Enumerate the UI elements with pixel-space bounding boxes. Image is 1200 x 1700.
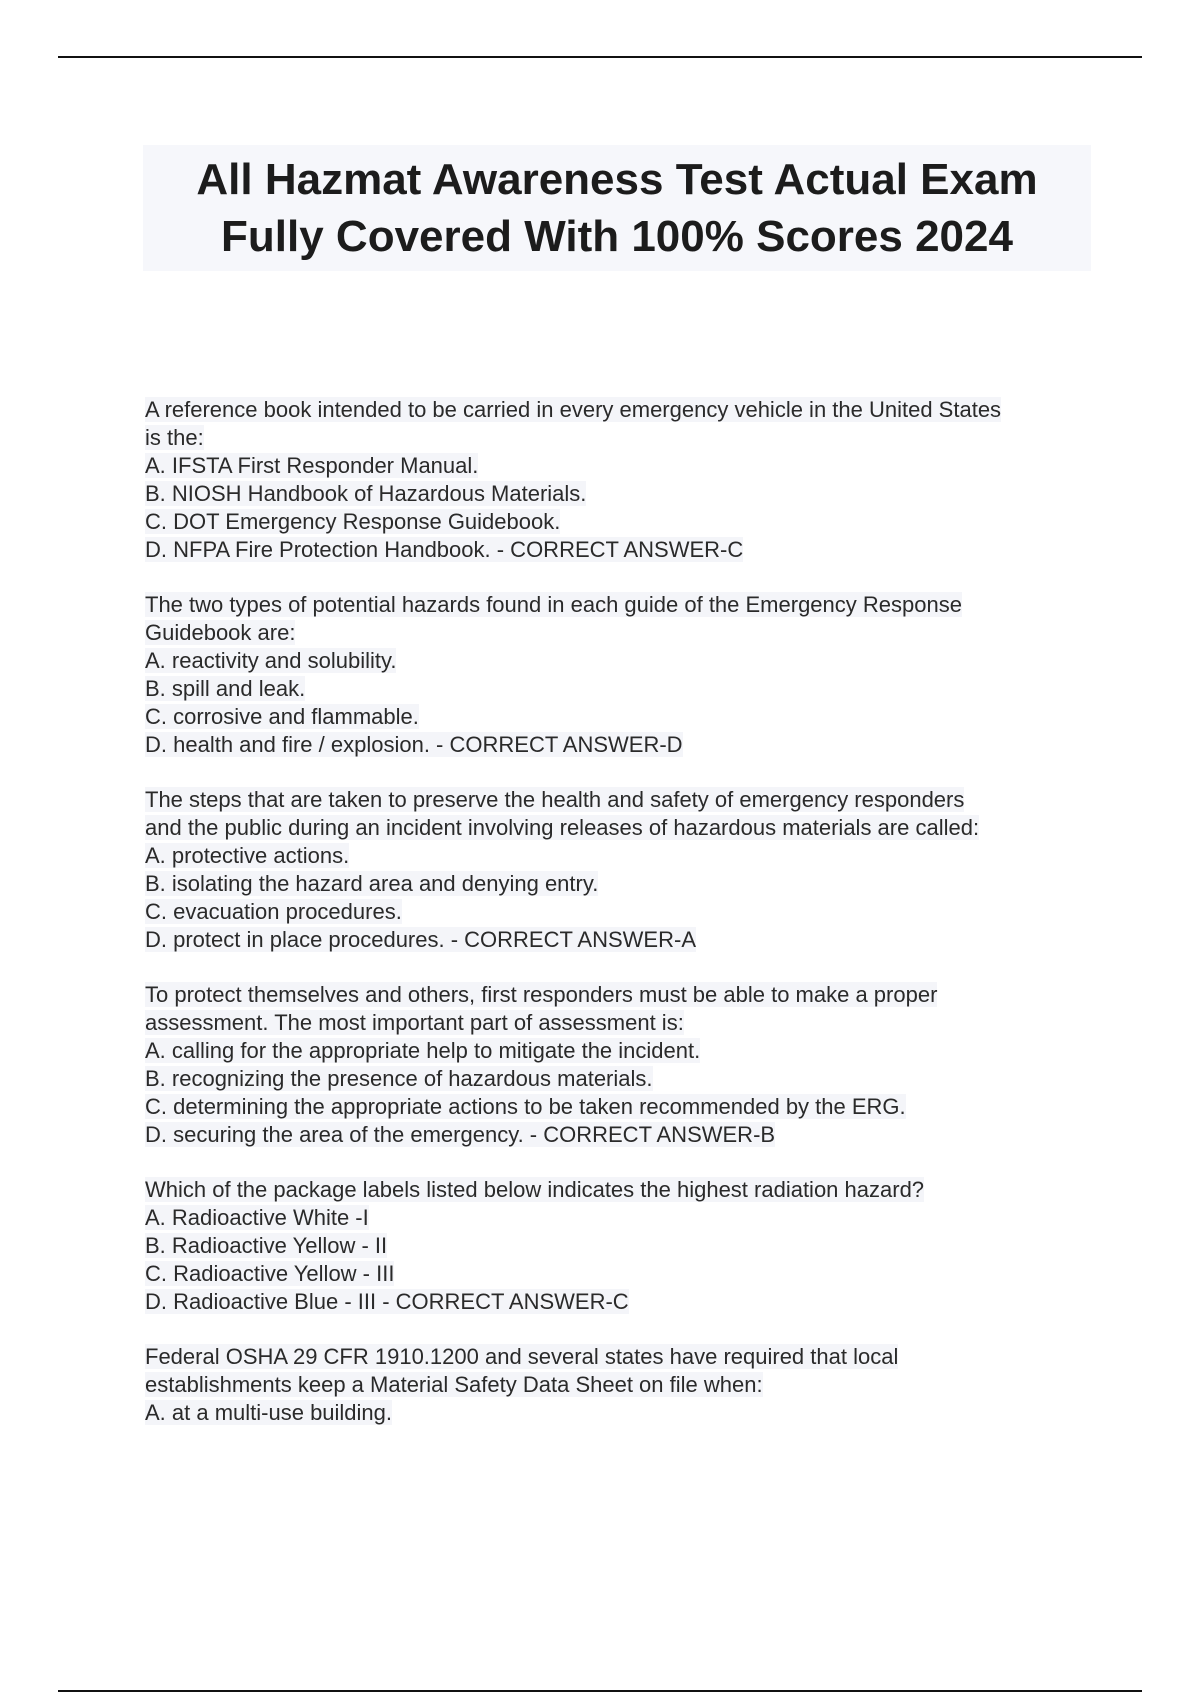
question-line: The two types of potential hazards found in each guide of the Emergency Response — [145, 592, 962, 617]
question-line: A reference book intended to be carried in every emergency vehicle in the United States — [145, 397, 1002, 422]
title-line-2: Fully Covered With 100% Scores 2024 — [221, 212, 1013, 261]
title-line-1: All Hazmat Awareness Test Actual Exam — [196, 155, 1038, 204]
answer-option: A. Radioactive White -I — [145, 1205, 369, 1230]
question-list — [145, 396, 1095, 1454]
answer-option: A. protective actions. — [145, 843, 350, 868]
question-line: is the: — [145, 425, 204, 450]
answer-option: D. health and fire / explosion. - CORRECT ANSWER-D — [145, 732, 683, 757]
answer-option: C. determining the appropriate actions to be taken recommended by the ERG. — [145, 1094, 906, 1119]
answer-option: D. securing the area of the emergency. - CORRECT ANSWER-B — [145, 1122, 776, 1147]
question-block-2 — [145, 591, 1095, 759]
answer-option: A. reactivity and solubility. — [145, 648, 397, 673]
answer-option: C. corrosive and flammable. — [145, 704, 419, 729]
question-line: The steps that are taken to preserve the health and safety of emergency responders — [145, 787, 965, 812]
answer-option: B. NIOSH Handbook of Hazardous Materials. — [145, 481, 587, 506]
top-rule — [58, 56, 1142, 58]
question-block-3 — [145, 786, 1095, 954]
document-title — [143, 145, 1091, 271]
question-block-4 — [145, 981, 1095, 1149]
answer-option: C. Radioactive Yellow - III — [145, 1261, 395, 1286]
answer-option: D. protect in place procedures. - CORRECT ANSWER-A — [145, 927, 696, 952]
question-line: assessment. The most important part of assessment is: — [145, 1010, 684, 1035]
answer-option: D. Radioactive Blue - III - CORRECT ANSWER-C — [145, 1289, 629, 1314]
answer-option: A. at a multi-use building. — [145, 1400, 393, 1425]
question-line: establishments keep a Material Safety Data Sheet on file when: — [145, 1372, 763, 1397]
question-block-6 — [145, 1343, 1095, 1427]
question-line: Guidebook are: — [145, 620, 296, 645]
bottom-rule — [58, 1690, 1142, 1692]
answer-option: C. DOT Emergency Response Guidebook. — [145, 509, 561, 534]
question-line: Which of the package labels listed below indicates the highest radiation hazard? — [145, 1177, 925, 1202]
answer-option: B. isolating the hazard area and denying entry. — [145, 871, 599, 896]
answer-option: A. calling for the appropriate help to mitigate the incident. — [145, 1038, 701, 1063]
question-line: and the public during an incident involving releases of hazardous materials are called: — [145, 815, 980, 840]
answer-option: C. evacuation procedures. — [145, 899, 402, 924]
answer-option: D. NFPA Fire Protection Handbook. - CORRECT ANSWER-C — [145, 537, 744, 562]
answer-option: B. Radioactive Yellow - II — [145, 1233, 388, 1258]
answer-option: A. IFSTA First Responder Manual. — [145, 453, 479, 478]
answer-option: B. recognizing the presence of hazardous materials. — [145, 1066, 653, 1091]
question-block-1 — [145, 396, 1095, 564]
answer-option: B. spill and leak. — [145, 676, 306, 701]
question-line: To protect themselves and others, first responders must be able to make a proper — [145, 982, 938, 1007]
question-line: Federal OSHA 29 CFR 1910.1200 and several states have required that local — [145, 1344, 899, 1369]
question-block-5 — [145, 1176, 1095, 1316]
